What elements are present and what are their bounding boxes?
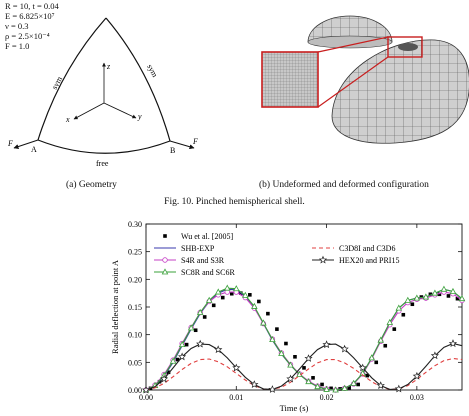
series-5-point-14 — [269, 386, 275, 392]
series-0-point-11 — [248, 293, 252, 297]
series-3-point-33 — [441, 286, 446, 291]
y-tick-label-6: 0.30 — [128, 220, 142, 229]
axis-z-label: z — [107, 62, 111, 71]
series-0-point-29 — [411, 302, 415, 306]
y-axis-label: Radial deflection at point A — [110, 260, 120, 354]
y-tick-label-1: 0.05 — [128, 358, 142, 368]
series-0-point-28 — [402, 313, 406, 317]
point-a-label: A — [31, 145, 37, 154]
free-edge — [38, 140, 170, 153]
y-tick-label-4: 0.20 — [128, 275, 142, 285]
legend-marker-2 — [163, 258, 168, 263]
left-symmetry-edge — [38, 18, 106, 140]
geometry-sketch — [0, 0, 220, 175]
y-tick-label-5: 0.25 — [128, 247, 142, 257]
series-0-point-7 — [212, 304, 216, 308]
series-0-point-18 — [311, 376, 315, 380]
series-5-point-6 — [197, 341, 204, 347]
parameter-radius-thickness: R = 10, t = 0.04 — [5, 1, 59, 11]
series-0-point-27 — [392, 327, 396, 331]
mesh-panel — [250, 0, 469, 175]
legend-label-2: S4R and S3R — [181, 256, 225, 265]
series-0-point-15 — [284, 342, 288, 346]
x-axis-label: Time (s) — [279, 403, 309, 413]
undeformed-base — [308, 36, 392, 48]
series-0-point-23 — [356, 383, 360, 387]
series-0-point-12 — [257, 300, 261, 304]
series-0-point-33 — [447, 294, 451, 298]
series-0-point-19 — [320, 383, 324, 387]
series-0-point-16 — [293, 355, 297, 359]
x-tick-label-2: 0.02 — [319, 393, 334, 402]
parameter-density: ρ = 2.5×10⁻⁴ — [5, 31, 50, 41]
axis-y-label: y — [138, 112, 142, 121]
series-0-point-8 — [221, 296, 225, 300]
zoom-inset — [262, 52, 318, 107]
x-tick-label-0: 0.00 — [139, 393, 153, 402]
right-symmetry-edge — [106, 18, 170, 141]
legend-label-0: Wu et al. [2005] — [181, 232, 234, 241]
legend-marker-5 — [320, 257, 326, 263]
y-tick-label-3: 0.15 — [128, 303, 142, 312]
series-0-point-6 — [203, 315, 207, 319]
free-edge-label: free — [96, 159, 109, 168]
x-tick-label-3: 0.03 — [409, 393, 424, 402]
series-0-point-14 — [275, 327, 279, 331]
series-5-point-34 — [450, 340, 457, 346]
y-tick-label-0: 0.00 — [128, 386, 142, 395]
legend-marker-0 — [163, 234, 167, 238]
series-0-point-13 — [266, 312, 270, 316]
deformed-region — [398, 43, 418, 51]
axis-x-label: x — [66, 115, 70, 124]
series-0-point-17 — [302, 366, 306, 370]
legend-label-1: SHB-EXP — [181, 244, 215, 253]
y-axis — [104, 103, 136, 118]
sym-label-left: sym — [49, 74, 65, 91]
x-axis — [74, 103, 104, 119]
y-tick-label-2: 0.10 — [128, 330, 142, 340]
legend-label-5: HEX20 and PRI15 — [339, 256, 400, 265]
legend-label-4: C3D8I and C3D6 — [339, 244, 396, 253]
parameter-youngs-modulus: E = 6.825×10⁷ — [5, 11, 55, 21]
deformed-shell — [332, 40, 469, 143]
sym-label-right: sym — [145, 62, 160, 79]
x-tick-label-1: 0.01 — [229, 393, 244, 402]
point-b-label: B — [170, 146, 176, 155]
parameter-force: F = 1.0 — [5, 41, 30, 51]
series-0-point-4 — [185, 343, 189, 347]
subcaption-a: (a) Geometry — [66, 180, 117, 190]
force-label-right: F — [193, 137, 198, 146]
legend-label-3: SC8R and SC6R — [181, 268, 235, 277]
subcaption-b: (b) Undeformed and deformed configuration — [259, 180, 429, 190]
series-5-point-28 — [396, 386, 402, 392]
deflection-chart — [0, 212, 469, 416]
parameter-poisson-ratio: ν = 0.3 — [5, 21, 29, 31]
series-0-point-26 — [383, 344, 387, 348]
force-label-left: F — [8, 139, 13, 148]
figure-caption: Fig. 10. Pinched hemispherical shell. — [164, 197, 305, 207]
series-0-point-25 — [374, 361, 378, 365]
series-0-point-5 — [194, 328, 198, 332]
